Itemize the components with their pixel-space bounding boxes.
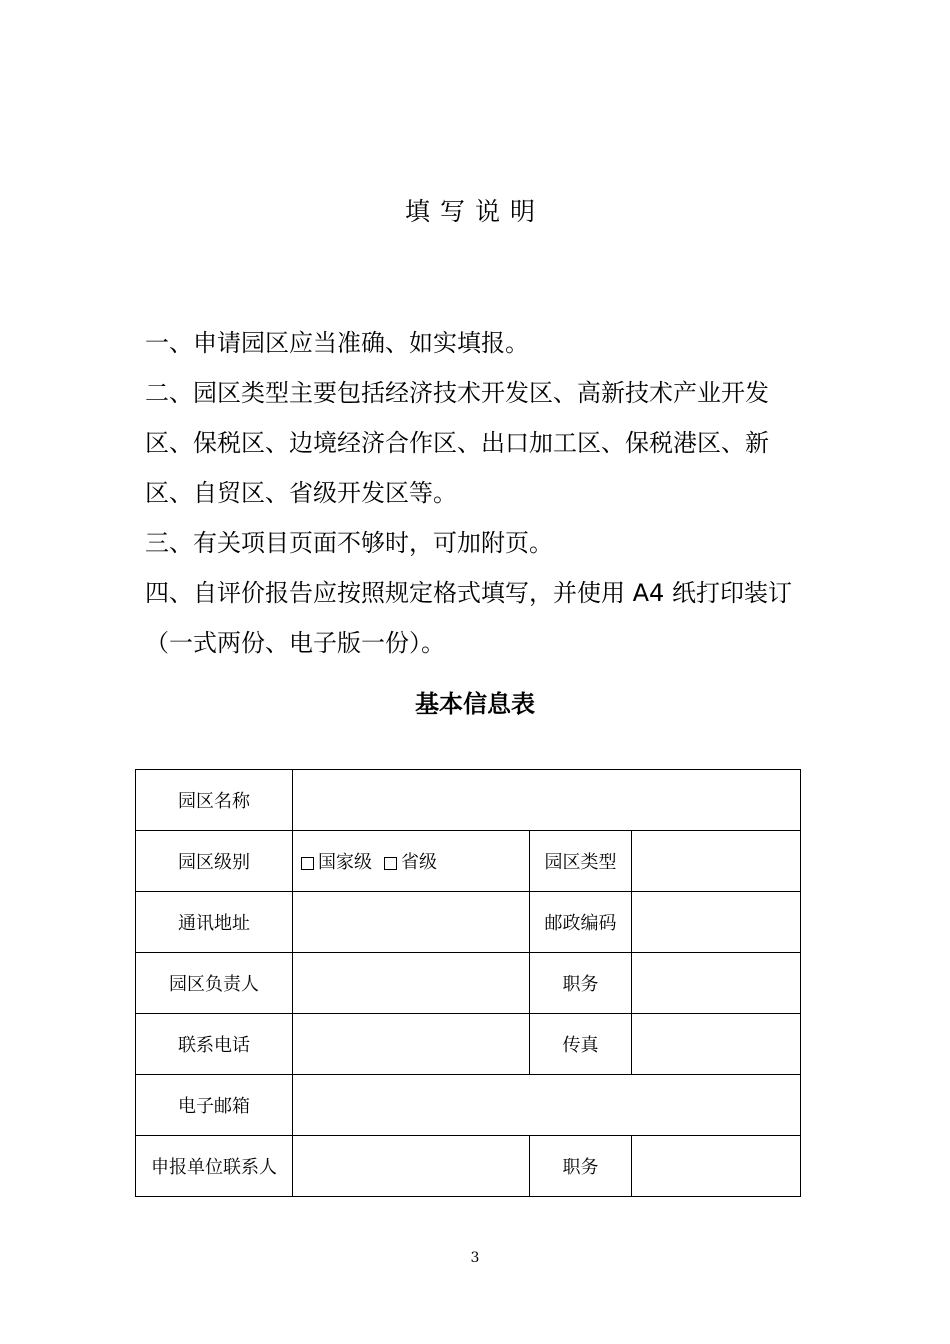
position2-field[interactable] [632, 1136, 801, 1197]
instruction-1: 一、申请园区应当准确、如实填报。 [145, 329, 529, 357]
instruction-2: 二、园区类型主要包括经济技术开发区、高新技术产业开发区、保税区、边境经济合作区、出口加工区、保税港区、新区、自贸区、省级开发区等。 [145, 379, 769, 507]
park-head-label: 园区负责人 [136, 953, 293, 1014]
email-field[interactable] [293, 1075, 801, 1136]
checkbox-icon[interactable] [301, 857, 314, 870]
provincial-level-label: 省级 [401, 852, 437, 873]
phone-label: 联系电话 [136, 1014, 293, 1075]
page-number: 3 [470, 1250, 480, 1266]
phone-field[interactable] [293, 1014, 530, 1075]
national-level-label: 国家级 [318, 852, 372, 873]
table-row [136, 892, 801, 953]
position-label: 职务 [530, 953, 632, 1014]
national-level-option[interactable] [301, 848, 372, 874]
table-row [136, 770, 801, 831]
table-row [136, 1075, 801, 1136]
table-row [136, 1014, 801, 1075]
applicant-contact-field[interactable] [293, 1136, 530, 1197]
park-type-label: 园区类型 [530, 831, 632, 892]
page-title: 填写说明 [404, 197, 545, 226]
postal-code-field[interactable] [632, 892, 801, 953]
provincial-level-option[interactable] [384, 848, 437, 874]
position-field[interactable] [632, 953, 801, 1014]
email-label: 电子邮箱 [136, 1075, 293, 1136]
park-type-field[interactable] [632, 831, 801, 892]
park-level-label: 园区级别 [136, 831, 293, 892]
applicant-contact-label: 申报单位联系人 [136, 1136, 293, 1197]
address-field[interactable] [293, 892, 530, 953]
table-title: 基本信息表 [415, 690, 535, 718]
address-label: 通讯地址 [136, 892, 293, 953]
instruction-4: 四、自评价报告应按照规定格式填写，并使用 A4 纸打印装订（一式两份、电子版一份）。 [145, 579, 792, 657]
park-head-field[interactable] [293, 953, 530, 1014]
instruction-3: 三、有关项目页面不够时，可加附页。 [145, 529, 553, 557]
table-row [136, 953, 801, 1014]
postal-code-label: 邮政编码 [530, 892, 632, 953]
park-name-field[interactable] [293, 770, 801, 831]
fax-field[interactable] [632, 1014, 801, 1075]
checkbox-icon[interactable] [384, 857, 397, 870]
park-name-label: 园区名称 [136, 770, 293, 831]
basic-info-table [135, 769, 801, 1197]
fax-label: 传真 [530, 1014, 632, 1075]
table-row [136, 1136, 801, 1197]
instructions [145, 318, 815, 668]
position2-label: 职务 [530, 1136, 632, 1197]
park-level-options [293, 831, 530, 892]
table-row [136, 831, 801, 892]
